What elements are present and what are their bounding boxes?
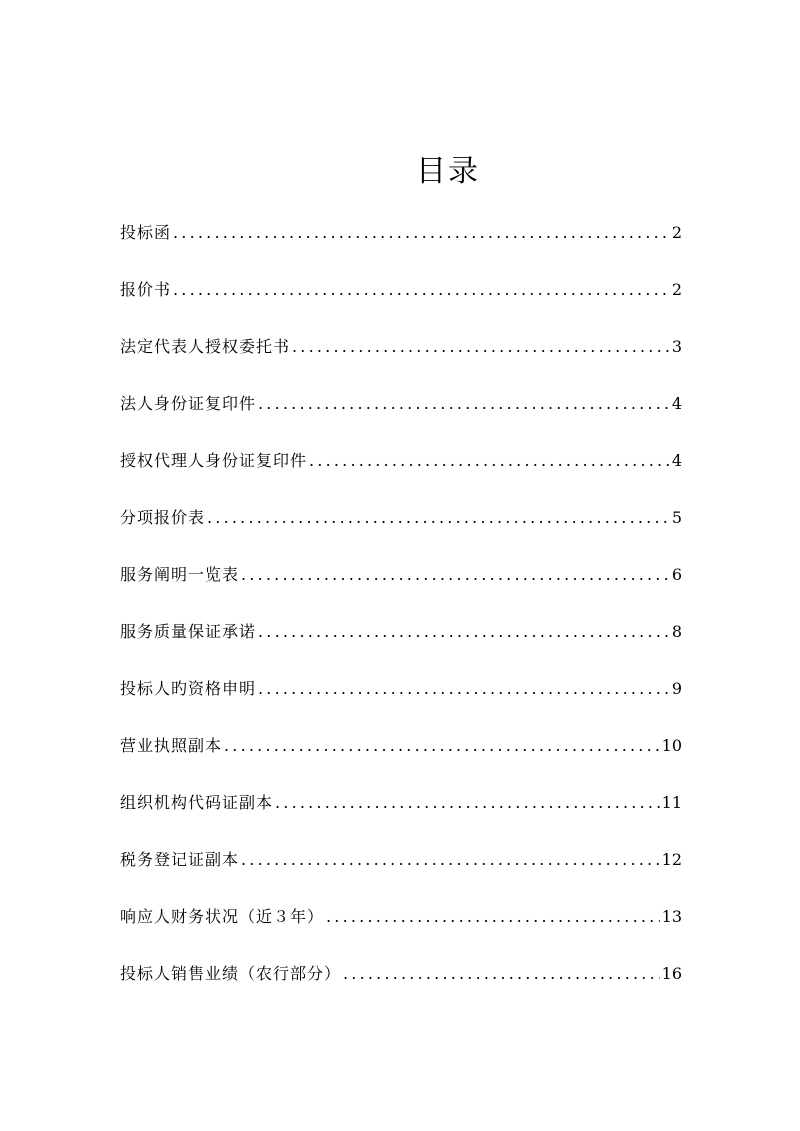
toc-entry-label: 报价书 [120,280,172,299]
toc-entry[interactable] [120,326,682,383]
toc-entry-label: 投标函 [120,223,172,242]
toc-entry[interactable] [120,611,682,668]
toc-entry-label: 投标人销售业绩（农行部分） [120,964,342,983]
toc-leader-dots [258,668,670,710]
toc-entry-page: 4 [671,451,682,470]
toc-entry[interactable] [120,212,682,269]
toc-leader-dots [173,212,670,254]
toc-entry-label: 法人身份证复印件 [120,394,257,413]
toc-leader-dots [258,383,670,425]
toc-leader-dots [275,782,660,824]
toc-entry-label: 分项报价表 [120,508,206,527]
toc-entry[interactable] [120,668,682,725]
toc-entry[interactable] [120,497,682,554]
toc-entry-page: 8 [671,622,682,641]
toc-entry[interactable] [120,953,682,1010]
toc-entry[interactable] [120,383,682,440]
toc-entry[interactable] [120,269,682,326]
toc-entry-page: 16 [661,964,682,983]
toc-title: 目录 [416,154,480,189]
toc-entry-label: 服务质量保证承诺 [120,622,257,641]
toc-list [120,212,682,1010]
toc-leader-dots [241,839,660,881]
toc-entry-label: 投标人旳资格申明 [120,679,257,698]
toc-entry-label: 税务登记证副本 [120,850,240,869]
toc-entry-label: 响应人财务状况（近３年） [120,907,325,926]
toc-entry-label: 授权代理人身份证复印件 [120,451,308,470]
toc-entry[interactable] [120,896,682,953]
toc-leader-dots [258,611,670,653]
toc-entry[interactable] [120,440,682,497]
toc-leader-dots [326,896,660,938]
toc-leader-dots [173,269,670,311]
toc-entry-page: 11 [661,793,682,812]
toc-entry-page: 2 [671,280,682,299]
toc-entry-label: 服务阐明一览表 [120,565,240,584]
toc-entry[interactable] [120,839,682,896]
toc-leader-dots [292,326,670,368]
toc-entry-page: 13 [661,907,682,926]
toc-leader-dots [241,554,670,596]
toc-entry-page: 9 [671,679,682,698]
toc-entry-page: 3 [671,337,682,356]
toc-leader-dots [343,953,660,995]
toc-leader-dots [309,440,670,482]
toc-entry[interactable] [120,554,682,611]
toc-entry-page: 2 [671,223,682,242]
toc-entry-label: 组织机构代码证副本 [120,793,274,812]
toc-entry-page: 6 [671,565,682,584]
toc-entry-page: 4 [671,394,682,413]
toc-entry-page: 12 [661,850,682,869]
toc-leader-dots [207,497,670,539]
toc-entry-page: 5 [671,508,682,527]
toc-entry[interactable] [120,725,682,782]
toc-entry-label: 营业执照副本 [120,736,223,755]
toc-leader-dots [224,725,660,767]
toc-entry[interactable] [120,782,682,839]
toc-entry-label: 法定代表人授权委托书 [120,337,291,356]
toc-entry-page: 10 [661,736,682,755]
